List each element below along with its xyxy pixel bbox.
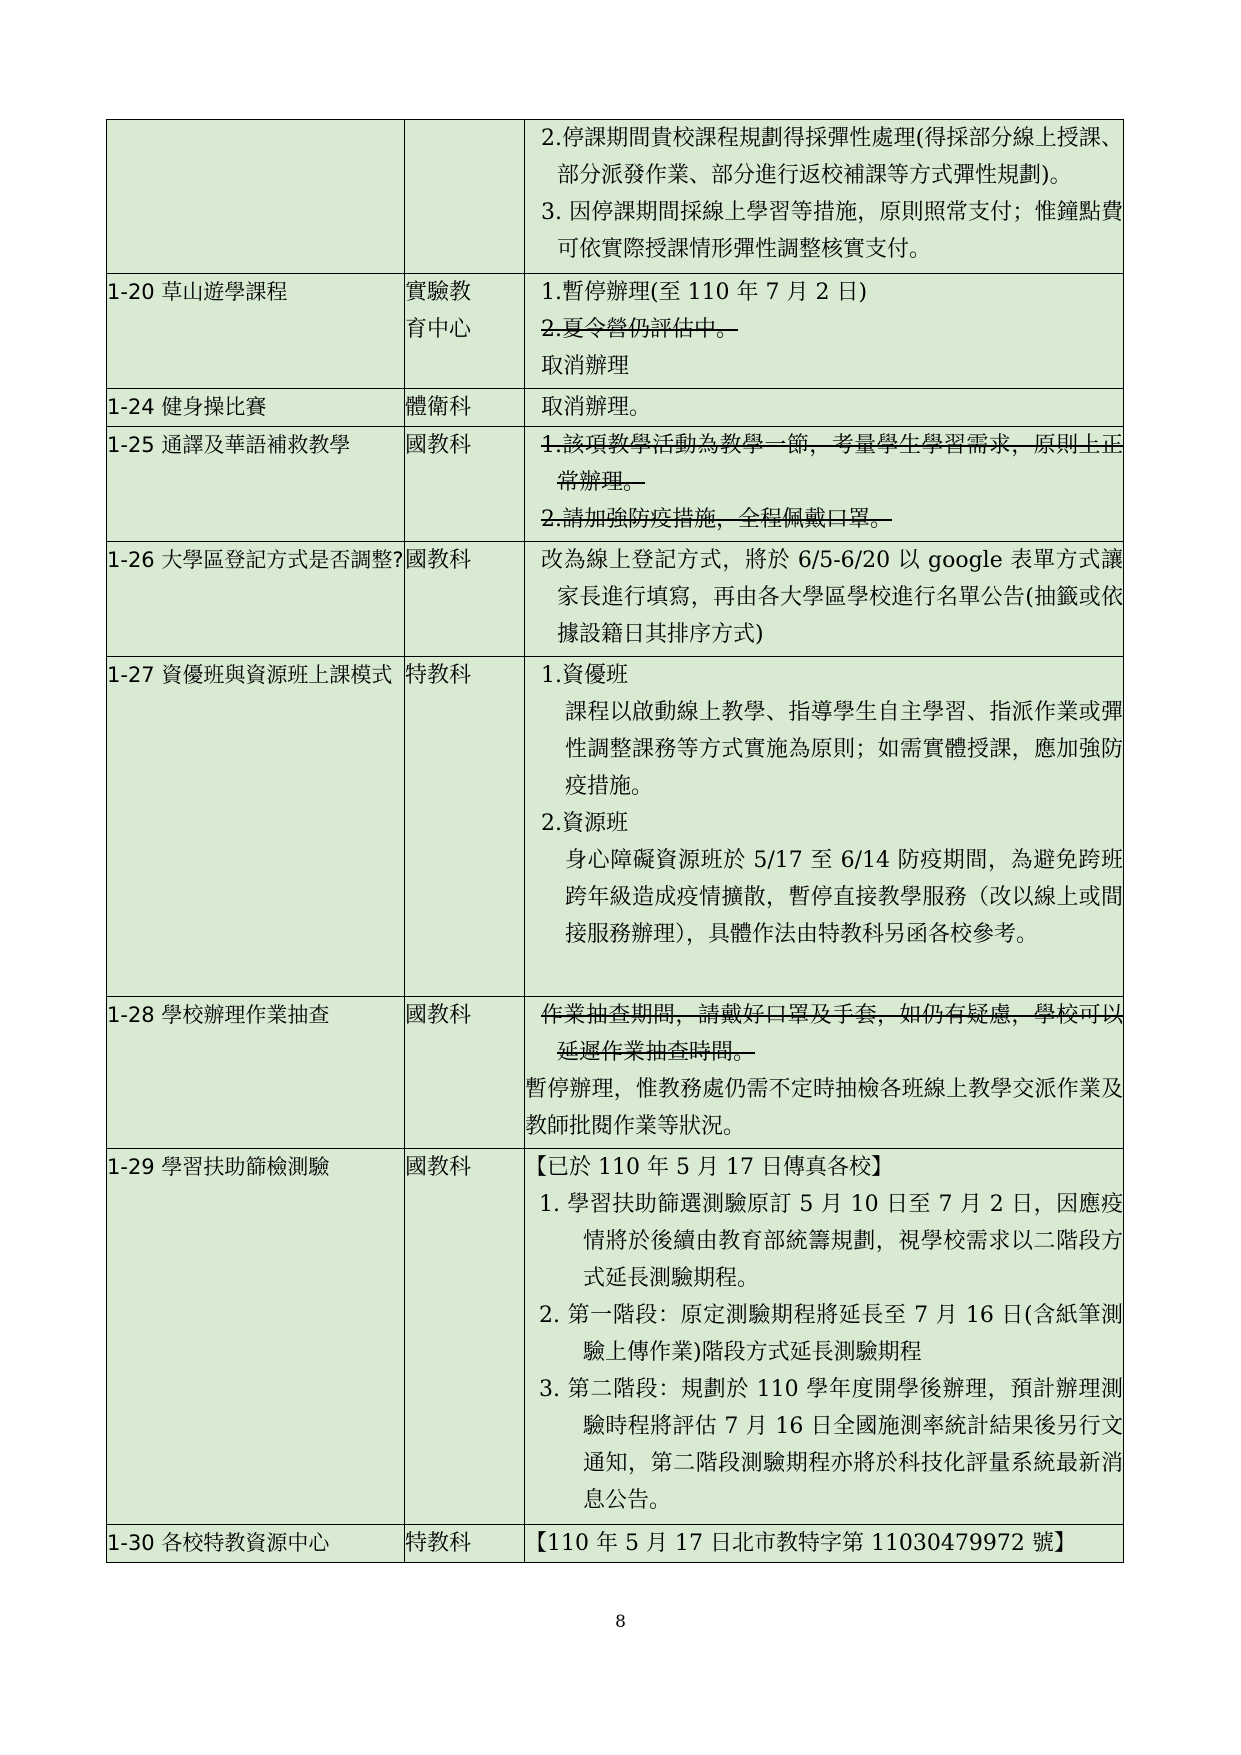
unit-cell: 國教科 [405, 1149, 525, 1525]
notice-line: 【110 年 5 月 17 日北市教特字第 11030479972 號】 [525, 1531, 1076, 1556]
page-number: 8 [615, 1612, 626, 1632]
section-heading: 1.資優班 [541, 663, 628, 688]
list-item: 3. 第二階段：規劃於 110 學年度開學後辦理，預計辦理測驗時程將評估 7 月 16 日全國施測率統計結果後另行文通知，第二階段測驗期程亦將於科技化評量系統最新消息公告。 [539, 1377, 1123, 1513]
item-cell: 1-27 資優班與資源班上課模式 [107, 657, 405, 997]
content-cell [525, 120, 1124, 274]
table-row [107, 1525, 1124, 1563]
content-cell [525, 657, 1124, 997]
table-row [107, 427, 1124, 542]
section-body: 課程以啟動線上教學、指導學生自主學習、指派作業或彈性調整課務等方式實施為原則；如需實體授課，應加強防疫措施。 [565, 700, 1123, 799]
table-row [107, 1149, 1124, 1525]
content-line: 2.停課期間貴校課程規劃得採彈性處理(得採部分線上授課、部分派發作業、部分進行返校補課等方式彈性規劃)。 [541, 126, 1123, 188]
content-line: 取消辦理。 [541, 395, 652, 420]
section-heading: 2.資源班 [541, 811, 628, 836]
unit-cell: 國教科 [405, 997, 525, 1149]
table-row [107, 997, 1124, 1149]
content-cell [525, 1149, 1124, 1525]
content-line-struck: 2.夏令營仍評估中。 [541, 317, 738, 342]
list-item: 1. 學習扶助篩選測驗原訂 5 月 10 日至 7 月 2 日，因應疫情將於後續由教育部統籌規劃，視學校需求以二階段方式延長測驗期程。 [539, 1192, 1123, 1291]
item-cell: 1-29 學習扶助篩檢測驗 [107, 1149, 405, 1525]
content-cell [525, 542, 1124, 657]
content-cell [525, 274, 1124, 389]
item-cell: 1-25 通譯及華語補救教學 [107, 427, 405, 542]
content-line-struck: 作業抽查期間，請戴好口罩及手套，如仍有疑慮，學校可以延遲作業抽查時間。 [541, 1003, 1123, 1065]
table-row [107, 389, 1124, 427]
content-line: 取消辦理 [541, 354, 630, 379]
content-cell [525, 389, 1124, 427]
table-row [107, 657, 1124, 997]
content-line: 1.暫停辦理(至 110 年 7 月 2 日) [541, 280, 868, 305]
content-cell [525, 997, 1124, 1149]
list-item: 2. 第一階段：原定測驗期程將延長至 7 月 16 日(含紙筆測驗上傳作業)階段方式延長測驗期程 [539, 1303, 1123, 1365]
item-cell: 1-28 學校辦理作業抽查 [107, 997, 405, 1149]
unit-cell [405, 120, 525, 274]
content-line: 改為線上登記方式，將於 6/5-6/20 以 google 表單方式讓家長進行填寫，再由各大學區學校進行名單公告(抽籤或依據設籍日其排序方式) [541, 548, 1123, 647]
content-line: 暫停辦理，惟教務處仍需不定時抽檢各班線上教學交派作業及教師批閱作業等狀況。 [525, 1077, 1123, 1139]
unit-cell: 國教科 [405, 427, 525, 542]
item-cell [107, 120, 405, 274]
unit-cell: 體衛科 [405, 389, 525, 427]
notice-line: 【已於 110 年 5 月 17 日傳真各校】 [525, 1155, 893, 1180]
content-cell [525, 1525, 1124, 1563]
unit-cell: 特教科 [405, 1525, 525, 1563]
unit-cell: 國教科 [405, 542, 525, 657]
coordination-table [106, 119, 1124, 1563]
content-cell [525, 427, 1124, 542]
table-row [107, 542, 1124, 657]
content-line-struck: 1.該項教學活動為教學一節，考量學生學習需求，原則上正常辦理。 [541, 433, 1123, 495]
table-row [107, 120, 1124, 274]
item-cell: 1-26 大學區登記方式是否調整? [107, 542, 405, 657]
item-cell: 1-20 草山遊學課程 [107, 274, 405, 389]
content-line: 3. 因停課期間採線上學習等措施，原則照常支付；惟鐘點費可依實際授課情形彈性調整核實支付。 [541, 200, 1123, 262]
section-body: 身心障礙資源班於 5/17 至 6/14 防疫期間，為避免跨班跨年級造成疫情擴散，暫停直接教學服務（改以線上或間接服務辦理），具體作法由特教科另函各校參考。 [565, 848, 1123, 947]
content-line-struck: 2.請加強防疫措施，全程佩戴口罩。 [541, 507, 892, 532]
unit-cell: 特教科 [405, 657, 525, 997]
item-cell: 1-30 各校特教資源中心 [107, 1525, 405, 1563]
unit-cell: 實驗教育中心 [405, 274, 525, 389]
table-row [107, 274, 1124, 389]
item-cell: 1-24 健身操比賽 [107, 389, 405, 427]
